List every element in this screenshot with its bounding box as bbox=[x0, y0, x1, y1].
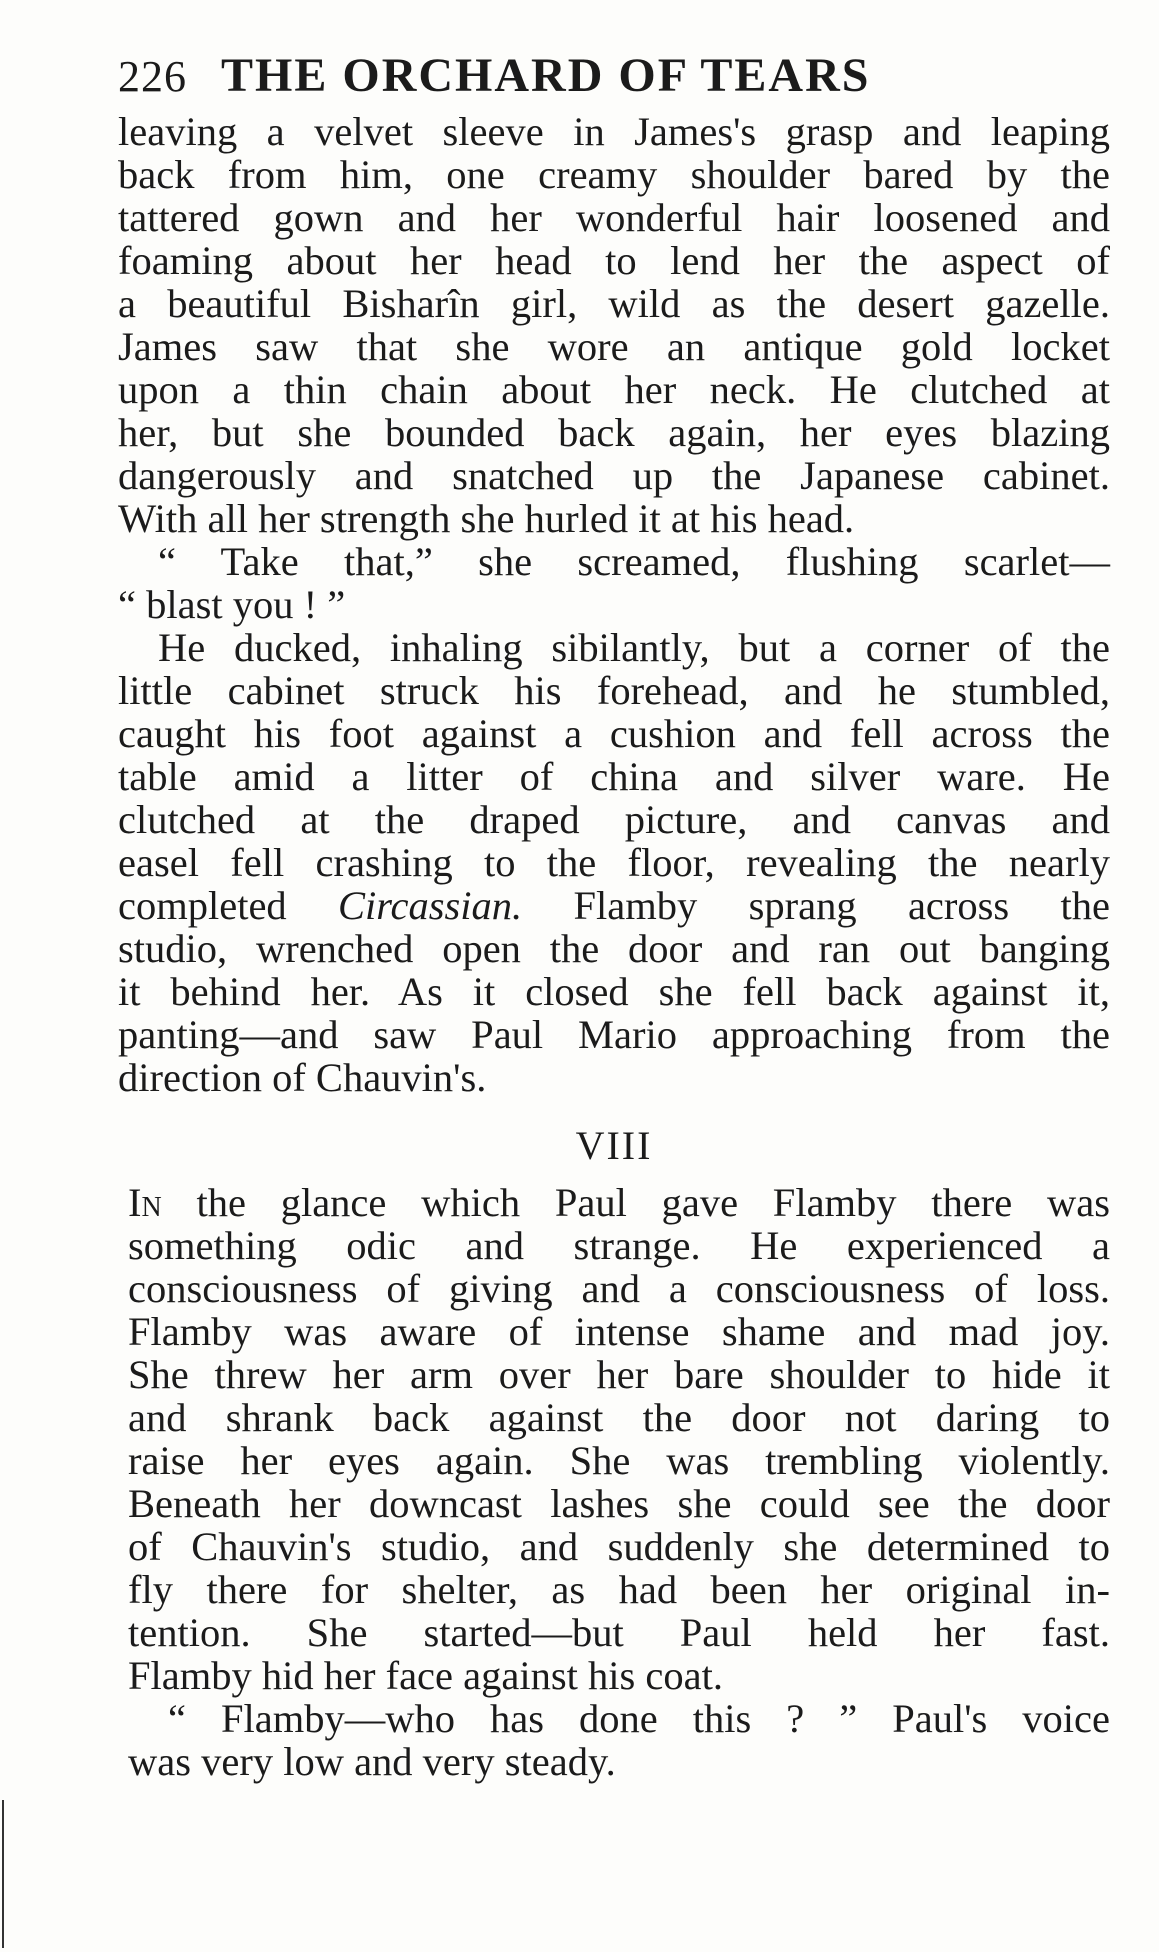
page-number: 226 bbox=[118, 52, 187, 101]
text-line: leaving a velvet sleeve in James's grasp and leaping bbox=[118, 109, 1110, 154]
text-line bbox=[128, 1181, 1110, 1224]
drop-word: In bbox=[128, 1180, 162, 1225]
text-line: it behind her. As it closed she fell back against it, bbox=[118, 969, 1110, 1014]
paragraph-2 bbox=[118, 540, 1110, 626]
text-line: foaming about her head to lend her the aspect of bbox=[118, 238, 1110, 283]
text-line: a beautiful Bisharîn girl, wild as the desert gazelle. bbox=[118, 281, 1110, 326]
text-line: “ Take that,” she screamed, flushing scarlet— bbox=[158, 539, 1110, 584]
text-line: panting—and saw Paul Mario approaching from the bbox=[118, 1012, 1110, 1057]
text-line: tention. She started—but Paul held her fast. bbox=[128, 1610, 1110, 1655]
text-line: She threw her arm over her bare shoulder to hide it bbox=[128, 1352, 1110, 1397]
text-line: upon a thin chain about her neck. He clutched at bbox=[118, 367, 1110, 412]
paragraph-1 bbox=[118, 110, 1110, 540]
text-line: Flamby was aware of intense shame and mad joy. bbox=[128, 1309, 1110, 1354]
text-line: clutched at the draped picture, and canvas and bbox=[118, 797, 1110, 842]
book-page bbox=[118, 48, 1110, 1783]
text-line: Flamby hid her face against his coat. bbox=[128, 1653, 723, 1698]
text-line: was very low and very steady. bbox=[128, 1739, 616, 1784]
text-line: back from him, one creamy shoulder bared by the bbox=[118, 152, 1110, 197]
text-line bbox=[118, 884, 1110, 927]
text-line: of Chauvin's studio, and suddenly she determined to bbox=[128, 1524, 1110, 1569]
text-line: tattered gown and her wonderful hair loosened and bbox=[118, 195, 1110, 240]
text-line: consciousness of giving and a consciousness of loss. bbox=[128, 1266, 1110, 1311]
text-line: raise her eyes again. She was trembling violently. bbox=[128, 1438, 1110, 1483]
text-line: He ducked, inhaling sibilantly, but a corner of the bbox=[158, 625, 1110, 670]
text-line: fly there for shelter, as had been her original in- bbox=[128, 1567, 1110, 1612]
running-head bbox=[118, 48, 1110, 108]
text-line: “ blast you ! ” bbox=[118, 582, 346, 627]
paragraph-4 bbox=[128, 1181, 1110, 1697]
text-line: direction of Chauvin's. bbox=[118, 1055, 487, 1100]
text-line: James saw that she wore an antique gold locket bbox=[118, 324, 1110, 369]
text-line: table amid a litter of china and silver ware. He bbox=[118, 754, 1110, 799]
book-title: THE ORCHARD OF TEARS bbox=[221, 49, 871, 102]
text-line: With all her strength she hurled it at his head. bbox=[118, 496, 855, 541]
text-line: “ Flamby—who has done this ? ” Paul's voice bbox=[168, 1696, 1110, 1741]
text-line: easel fell crashing to the floor, revealing the nearly bbox=[118, 840, 1110, 885]
italic-title: Circassian. bbox=[338, 883, 523, 928]
text-line: dangerously and snatched up the Japanese cabinet. bbox=[118, 453, 1110, 498]
text-line: caught his foot against a cushion and fell across the bbox=[118, 711, 1110, 756]
text-line: studio, wrenched open the door and ran out banging bbox=[118, 926, 1110, 971]
paragraph-5 bbox=[128, 1697, 1110, 1783]
section-viii bbox=[118, 1181, 1110, 1783]
text-line: something odic and strange. He experienced a bbox=[128, 1223, 1110, 1268]
text-segment: the glance which Paul gave Flamby there was bbox=[161, 1180, 1110, 1225]
scan-edge-mark bbox=[2, 1800, 4, 1948]
paragraph-3 bbox=[118, 626, 1110, 1099]
text-line: little cabinet struck his forehead, and he stumbled, bbox=[118, 668, 1110, 713]
text-segment: Flamby sprang across the bbox=[522, 883, 1110, 928]
text-line: her, but she bounded back again, her eyes blazing bbox=[118, 410, 1110, 455]
text-segment: completed bbox=[118, 883, 339, 928]
section-heading: VIII bbox=[575, 1123, 653, 1168]
text-line: Beneath her downcast lashes she could see the door bbox=[128, 1481, 1110, 1526]
text-line: and shrank back against the door not daring to bbox=[128, 1395, 1110, 1440]
